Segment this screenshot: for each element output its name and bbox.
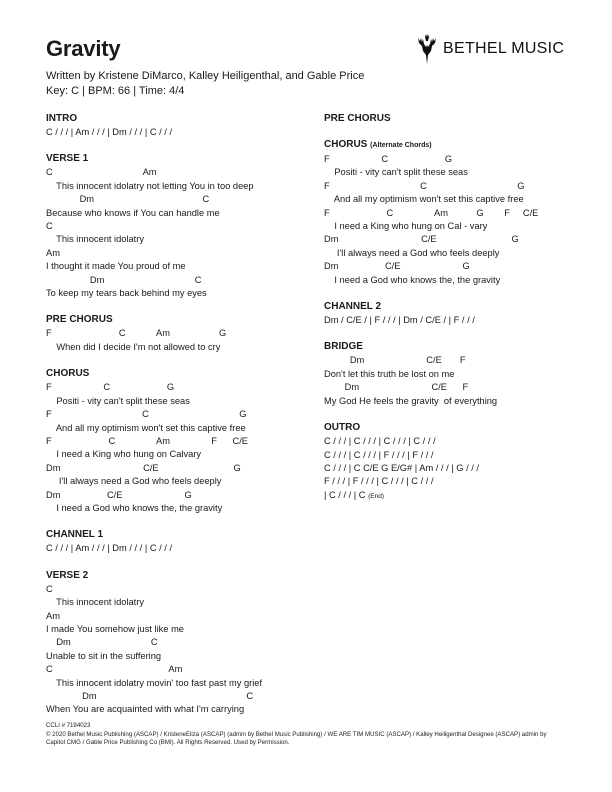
logo-text: BETHEL MUSIC [443,40,565,57]
lyric-line: This innocent idolatry [46,597,145,608]
chord-line: C / / / | C C/E G E/G# | Am / / / | G / / / [324,462,479,473]
lyric-line: Positi - vity can't split these seas [46,395,190,406]
chord-line: C / / / | C / / / | F / / / | F / / / [324,449,434,460]
lyric-line: This innocent idolatry movin' too fast past my grief [46,677,263,688]
copyright-notice: © 2020 Bethel Music Publishing (ASCAP) / KristeneEliza (ASCAP) (admin by Bethel Music Publishing) / WE ARE TIM MUSIC (ASCAP) / Kalley Heiligenthal Designee (ASCAP) admin by Capitol CMG / Gable Price Publishing Co (BMI). All Rights Reserved. Used by Permission. [46,730,547,746]
lyric-line: To keep my tears back behind my eyes [46,288,207,299]
right-column [324,112,594,516]
chord-line: Dm C/E F [324,355,466,366]
section-title: PRE CHORUS [46,314,113,326]
outro-last-bar: | C / / / | C [324,489,369,500]
lyric-line: This innocent idolatry [46,234,145,245]
chord-line: C / / / | Am / / / | Dm / / / | C / / / [46,127,173,137]
section-title: INTRO [46,113,78,124]
chord-line [324,489,594,503]
chord-line: F C G [46,409,247,420]
chord-line: C [46,221,53,232]
chord-line: C / / / | C / / / | C / / / | C / / / [324,436,436,447]
left-column [46,112,316,730]
chord-line: F C Am G [46,328,227,339]
lyric-line: Unable to sit in the suffering [46,650,162,661]
chord-line: F C Am G F C/E [324,207,539,218]
lyric-line: I need a King who hung on Calvary [46,449,202,460]
chord-line: C Am [46,664,183,675]
chord-line: Dm C [46,274,202,285]
song-title: Gravity [46,36,121,61]
lyric-line: I'll always need a God who feels deeply [46,476,222,487]
section-title: VERSE 1 [46,153,89,165]
stag-icon [417,33,437,65]
lyric-line: Positi - vity can't split these seas [324,167,468,178]
chord-line: F C Am F C/E [46,435,248,446]
section-channel-2 [324,300,594,327]
chord-line: F C G [46,382,175,393]
section-title: VERSE 2 [46,569,89,581]
section-subtitle: (Alternate Chords) [370,142,432,149]
section-verse-2 [46,569,316,717]
section-title: CHANNEL 2 [324,301,382,313]
chord-line: Dm C [46,194,210,205]
chord-line: Am [46,247,60,258]
section-title [324,138,594,152]
section-bridge [324,340,594,408]
section-title-text: CHORUS [324,139,368,150]
chord-line: Dm C/E G [324,261,470,272]
section-outro [324,421,594,503]
lyric-line: I need a King who hung on Cal - vary [324,221,488,232]
lyric-line: Don't let this truth be lost on me [324,368,455,379]
section-title: PRE CHORUS [324,113,391,124]
section-title: CHANNEL 1 [46,529,104,541]
section-title: OUTRO [324,422,361,434]
bethel-music-logo [417,32,567,66]
chord-line: Dm C [46,637,158,648]
chord-line: C Am [46,167,157,178]
lyric-line: I'll always need a God who feels deeply [324,247,500,258]
section-title: CHORUS [46,368,90,380]
song-meta: Key: C | BPM: 66 | Time: 4/4 [46,85,185,97]
chord-line: Dm C/E F [324,382,469,393]
chord-line: Dm C/E G [324,234,519,245]
lyric-line: And all my optimism won't set this captive free [46,422,246,433]
section-chorus-alternate [324,138,594,287]
chord-line: F / / / | F / / / | C / / / | C / / / [324,476,434,487]
section-channel-1 [46,528,316,555]
chord-line: C [46,583,53,594]
lyric-line: My God He feels the gravity of everything [324,395,498,406]
section-pre-chorus-repeat [324,112,594,125]
chord-line: Dm / C/E / | F / / / | Dm / C/E / | F / / / [324,315,475,326]
section-chorus [46,367,316,515]
section-verse-1 [46,152,316,300]
lyric-line: I thought it made You proud of me [46,261,186,272]
lyric-line: And all my optimism won't set this captive free [324,194,524,205]
section-title: BRIDGE [324,341,363,353]
section-intro [46,112,316,139]
chord-line: C / / / | Am / / / | Dm / / / | C / / / [46,543,173,554]
chord-line: F C G [324,180,525,191]
ccli-number: CCLI # 7194023 [46,722,91,729]
lyric-line: I made You somehow just like me [46,623,184,634]
song-writers: Written by Kristene DiMarco, Kalley Heiligenthal, and Gable Price [46,70,365,82]
end-label: (End) [368,492,384,500]
chord-line: Dm C/E G [46,462,241,473]
lyric-line: When did I decide I'm not allowed to cry [46,341,221,352]
footer [46,722,566,748]
chord-line: F C G [324,154,453,164]
lyric-line: I need a God who knows the, the gravity [324,274,501,285]
section-pre-chorus [46,313,316,354]
chord-line: Am [46,610,60,621]
chord-line: Dm C/E G [46,489,192,500]
lyric-line: I need a God who knows the, the gravity [46,502,223,513]
chord-line: Dm C [46,691,254,701]
lyric-line: Because who knows if You can handle me [46,207,220,218]
lyric-line: When You are acquainted with what I'm carrying [46,704,245,715]
lyric-line: This innocent idolatry not letting You in too deep [46,180,254,191]
